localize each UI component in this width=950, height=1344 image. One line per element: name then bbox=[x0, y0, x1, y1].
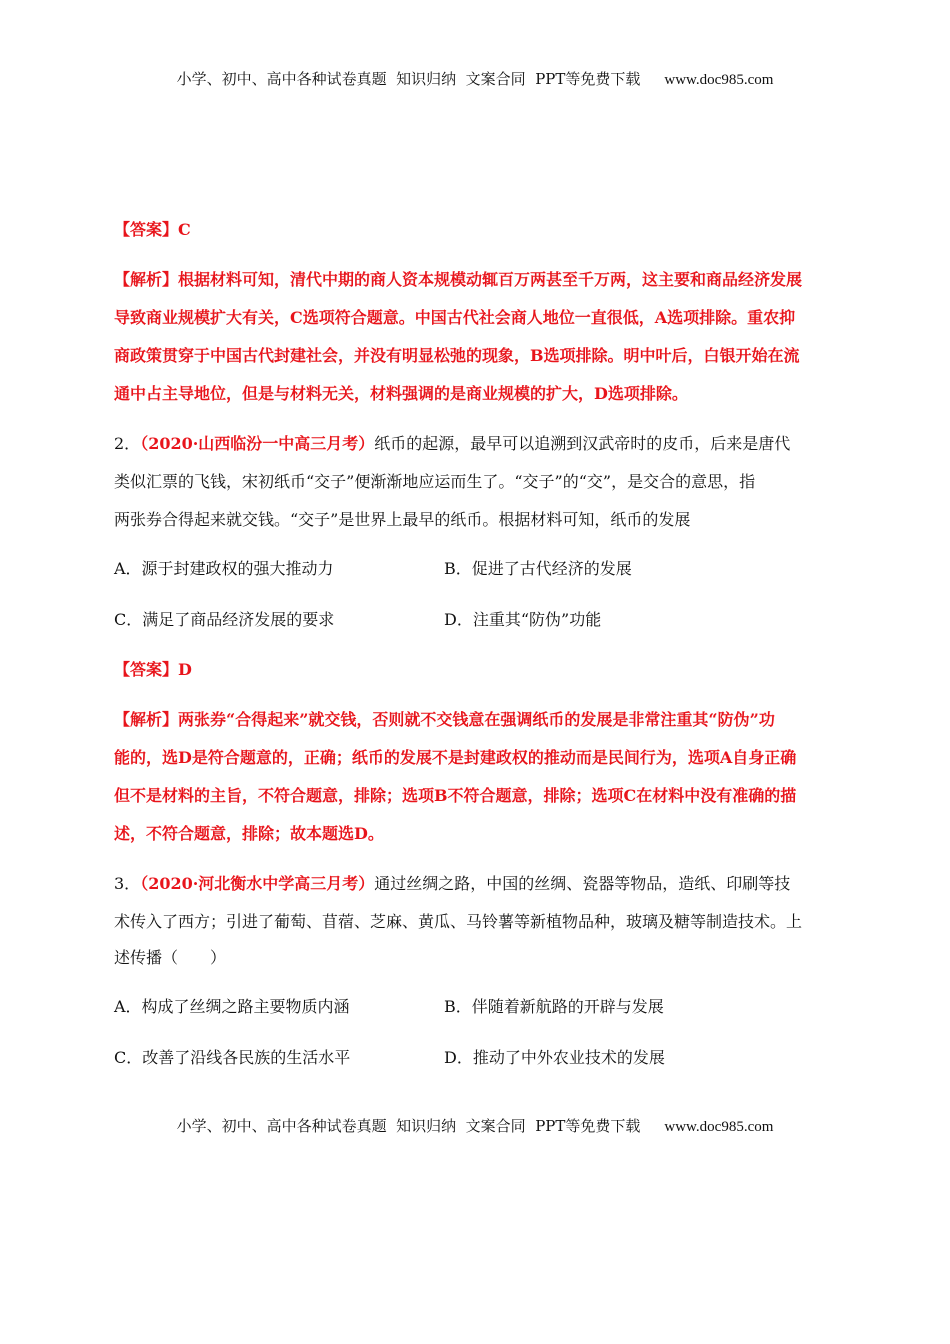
q3-stem-text-1: 通过丝绸之路，中国的丝绸、瓷器等物品，造纸、印刷等技 bbox=[374, 874, 791, 893]
q2-stem-text-1: 纸币的起源，最早可以追溯到汉武帝时的皮币，后来是唐代 bbox=[374, 434, 791, 453]
q3-option-c: C．改善了沿线各民族的生活水平 bbox=[114, 1048, 351, 1067]
q3-option-b: B．伴随着新航路的开辟与发展 bbox=[444, 997, 664, 1016]
header-url[interactable]: www.doc985.com bbox=[664, 72, 774, 88]
footer-url[interactable]: www.doc985.com bbox=[664, 1119, 774, 1135]
q2-analysis-line-2: 能的，选D是符合题意的，正确；纸币的发展不是封建政权的推动而是民间行为，选项A自身正确 bbox=[114, 748, 797, 767]
q2-stem-line-1 bbox=[114, 434, 839, 454]
q3-option-a: A．构成了丝绸之路主要物质内涵 bbox=[114, 997, 350, 1016]
q1-analysis-line-1: 【解析】根据材料可知，清代中期的商人资本规模动辄百万两甚至千万两，这主要和商品经济发展 bbox=[114, 270, 803, 289]
page-footer bbox=[0, 1115, 950, 1136]
q3-stem-line-3: 述传播（ ） bbox=[114, 948, 227, 967]
q2-analysis-line-3: 但不是材料的主旨，不符合题意，排除；选项B不符合题意，排除；选项C在材料中没有准确的描 bbox=[114, 786, 797, 805]
q1-analysis-line-4: 通中占主导地位，但是与材料无关，材料强调的是商业规模的扩大，D选项排除。 bbox=[114, 384, 688, 403]
q2-analysis-line-4: 述，不符合题意，排除；故本题选D。 bbox=[114, 824, 384, 843]
q2-option-b: B．促进了古代经济的发展 bbox=[444, 559, 632, 578]
page-header bbox=[0, 68, 950, 89]
q3-stem-line-2: 术传入了西方；引进了葡萄、苜蓿、芝麻、黄瓜、马铃薯等新植物品种，玻璃及糖等制造技术。上 bbox=[114, 912, 803, 931]
footer-text: 小学、初中、高中各种试卷真题 知识归纳 文案合同 PPT等免费下载 bbox=[176, 1117, 641, 1135]
q1-analysis-line-2: 导致商业规模扩大有关，C选项符合题意。中国古代社会商人地位一直很低，A选项排除。重农抑 bbox=[114, 308, 796, 327]
q3-source: （2020·河北衡水中学高三月考） bbox=[140, 874, 375, 893]
q2-stem-line-2: 类似汇票的飞钱，宋初纸币“交子”便渐渐地应运而生了。“交子”的“交”，是交合的意思，指 bbox=[114, 472, 756, 491]
q2-option-a: A．源于封建政权的强大推动力 bbox=[114, 559, 334, 578]
q2-stem-line-3: 两张券合得起来就交钱。“交子”是世界上最早的纸币。根据材料可知，纸币的发展 bbox=[114, 510, 691, 529]
q2-answer: 【答案】D bbox=[114, 660, 192, 679]
q1-analysis-line-3: 商政策贯穿于中国古代封建社会，并没有明显松弛的现象，B选项排除。明中叶后，白银开始在流 bbox=[114, 346, 800, 365]
q2-option-c: C．满足了商品经济发展的要求 bbox=[114, 610, 335, 629]
header-text: 小学、初中、高中各种试卷真题 知识归纳 文案合同 PPT等免费下载 bbox=[176, 70, 641, 88]
q3-number: 3． bbox=[114, 874, 141, 893]
q1-answer: 【答案】C bbox=[114, 220, 191, 239]
q2-number: 2． bbox=[114, 434, 141, 453]
q3-option-d: D．推动了中外农业技术的发展 bbox=[444, 1048, 665, 1067]
q2-analysis-line-1: 【解析】两张券“合得起来”就交钱，否则就不交钱意在强调纸币的发展是非常注重其“防伪”功 bbox=[114, 710, 775, 729]
q2-source: （2020·山西临汾一中高三月考） bbox=[140, 434, 375, 453]
q3-stem-line-1 bbox=[114, 874, 839, 894]
q2-option-d: D．注重其“防伪”功能 bbox=[444, 610, 602, 629]
